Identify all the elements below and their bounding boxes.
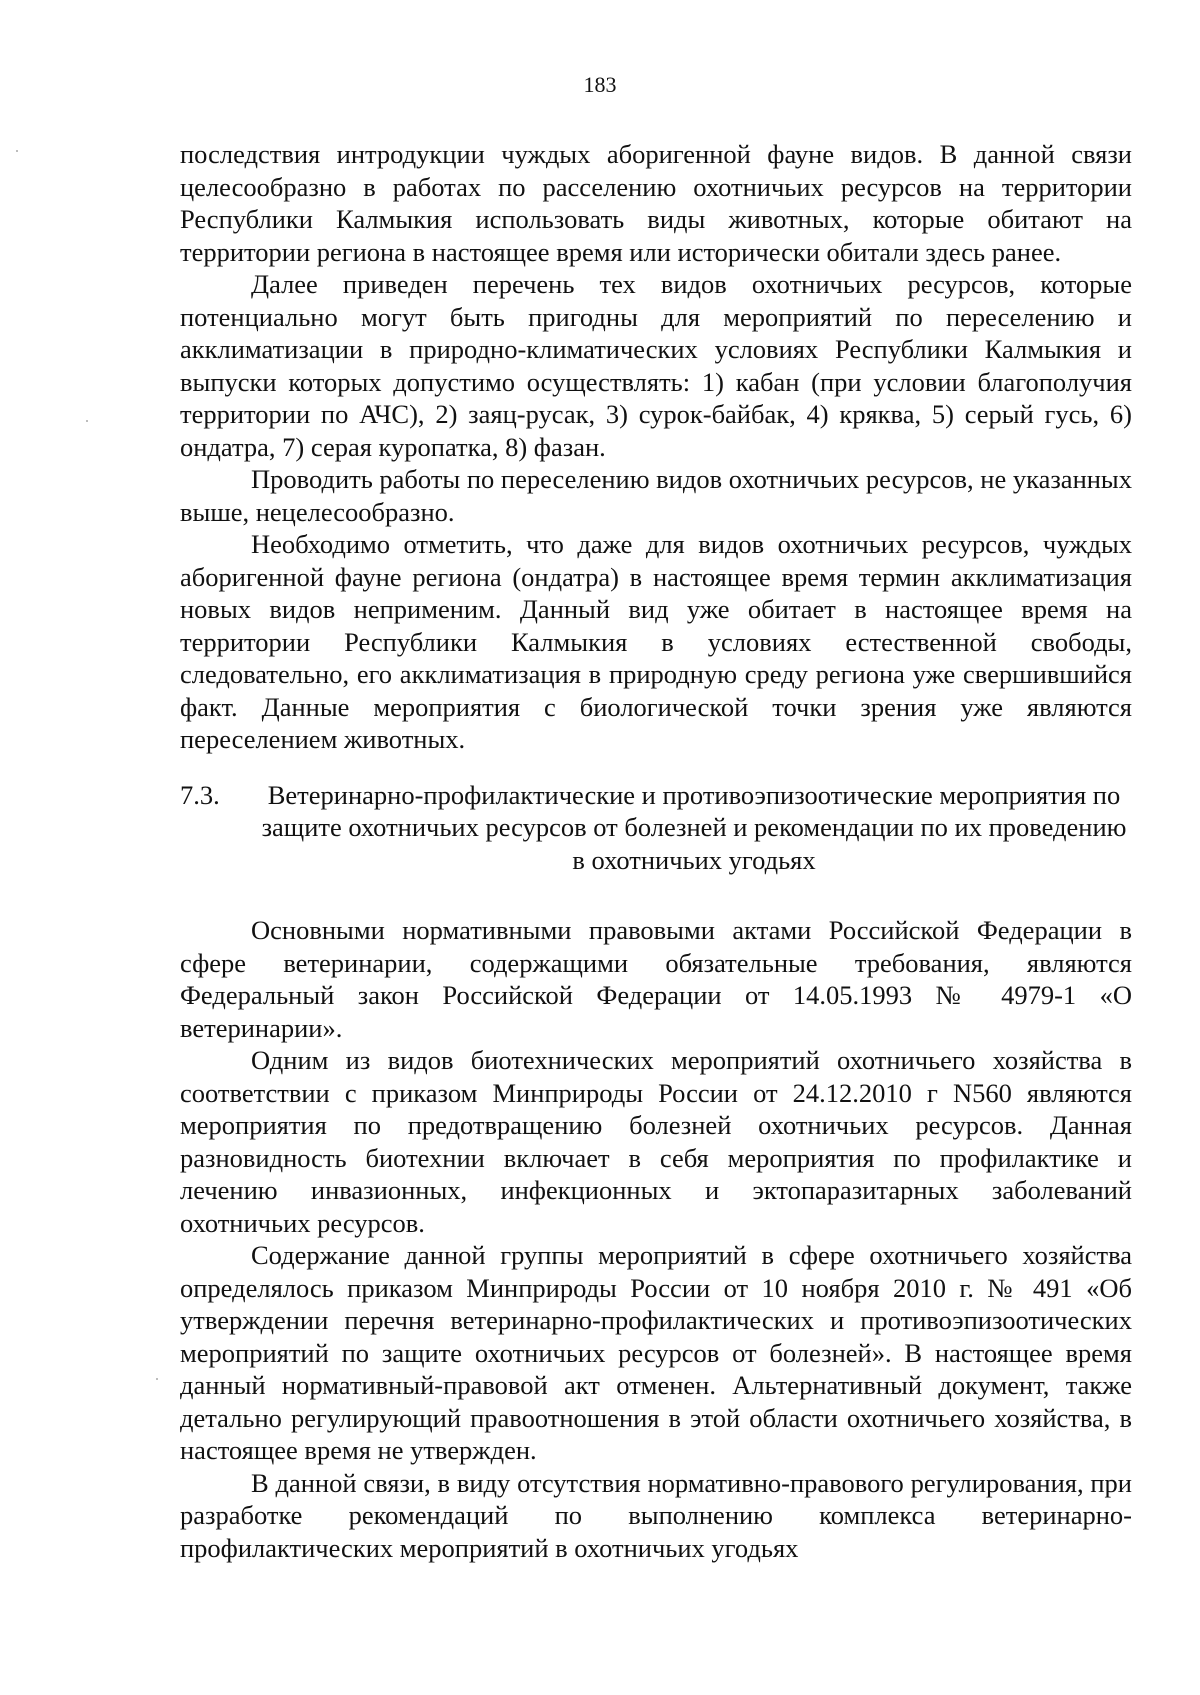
paragraph-order-491: Содержание данной группы мероприятий в сфере охотничьего хозяйства определялось приказом Минприроды России от 10 ноября 2010 г. № 491 «Об утверждении перечня ветеринарно-профилактических и противоэпизоотических мероприятий по защите охотничьих ресурсов от болезней». В настоящее время данный нормативный-правовой акт отменен. Альтернативный документ, также детально регулирующий правоотношения в этой области охотничьего хозяйства, в настоящее время не утвержден.	[180, 1240, 1132, 1465]
page-number: 183	[583, 72, 617, 97]
document-body	[180, 138, 1132, 1564]
paragraph-species-list: Далее приведен перечень тех видов охотничьих ресурсов, которые потенциально могут быть пригодны для мероприятий по переселению и акклиматизации в природно-климатических условиях Республики Калмыкия и выпуски которых допустимо осуществлять: 1) кабан (при условии благополучия территории по АЧС), 2) заяц-русак, 3) сурок-байбак, 4) кряква, 5) серый гусь, 6) ондатра, 7) серая куропатка, 8) фазан.	[180, 269, 1132, 462]
paragraph-muskrat: Необходимо отметить, что даже для видов охотничьих ресурсов, чуждых аборигенной фауне региона (ондатра) в настоящее время термин акклиматизация новых видов неприменим. Данный вид уже обитает в настоящее время на территории Республики Калмыкия в условиях естественной свободы, следовательно, его акклиматизация в природную среду региона уже свершившийся факт. Данные мероприятия с биологической точки зрения уже являются переселением животных.	[180, 529, 1132, 754]
paragraph-biotechnical: Одним из видов биотехнических мероприятий охотничьего хозяйства в соответствии с приказом Минприроды России от 24.12.2010 г N560 являются мероприятия по предотвращению болезней охотничьих ресурсов. Данная разновидность биотехнии включает в себя мероприятия по профилактике и лечению инвазионных, инфекционных и эктопаразитарных заболеваний охотничьих ресурсов.	[180, 1045, 1132, 1238]
scan-mark	[86, 420, 88, 422]
scan-mark	[156, 1378, 158, 1380]
section-title: Ветеринарно-профилактические и противоэпизоотические мероприятия по защите охотничьих ресурсов от болезней и рекомендации по их проведению в охотничьих угодьях	[261, 779, 1127, 875]
section-number: 7.3.	[180, 779, 220, 810]
paragraph-inadvisable: Проводить работы по переселению видов охотничьих ресурсов, не указанных выше, нецелесообразно.	[180, 464, 1132, 527]
paragraph-recommendations: В данной связи, в виду отсутствия нормативно-правового регулирования, при разработке рекомендаций по выполнению комплекса ветеринарно-профилактических мероприятий в охотничьих угодьях	[180, 1467, 1132, 1563]
scan-mark	[16, 150, 18, 152]
paragraph-legal-acts: Основными нормативными правовыми актами Российской Федерации в сфере ветеринарии, содержащими обязательные требования, являются Федеральный закон Российской Федерации от 14.05.1993 № 4979-1 «О ветеринарии».	[180, 915, 1132, 1043]
paragraph-continuation: последствия интродукции чуждых аборигенной фауне видов. В данной связи целесообразно в работах по расселению охотничьих ресурсов на территории Республики Калмыкия использовать виды животных, которые обитают на территории региона в настоящее время или исторически обитали здесь ранее.	[180, 139, 1132, 267]
section-heading	[180, 779, 1132, 877]
